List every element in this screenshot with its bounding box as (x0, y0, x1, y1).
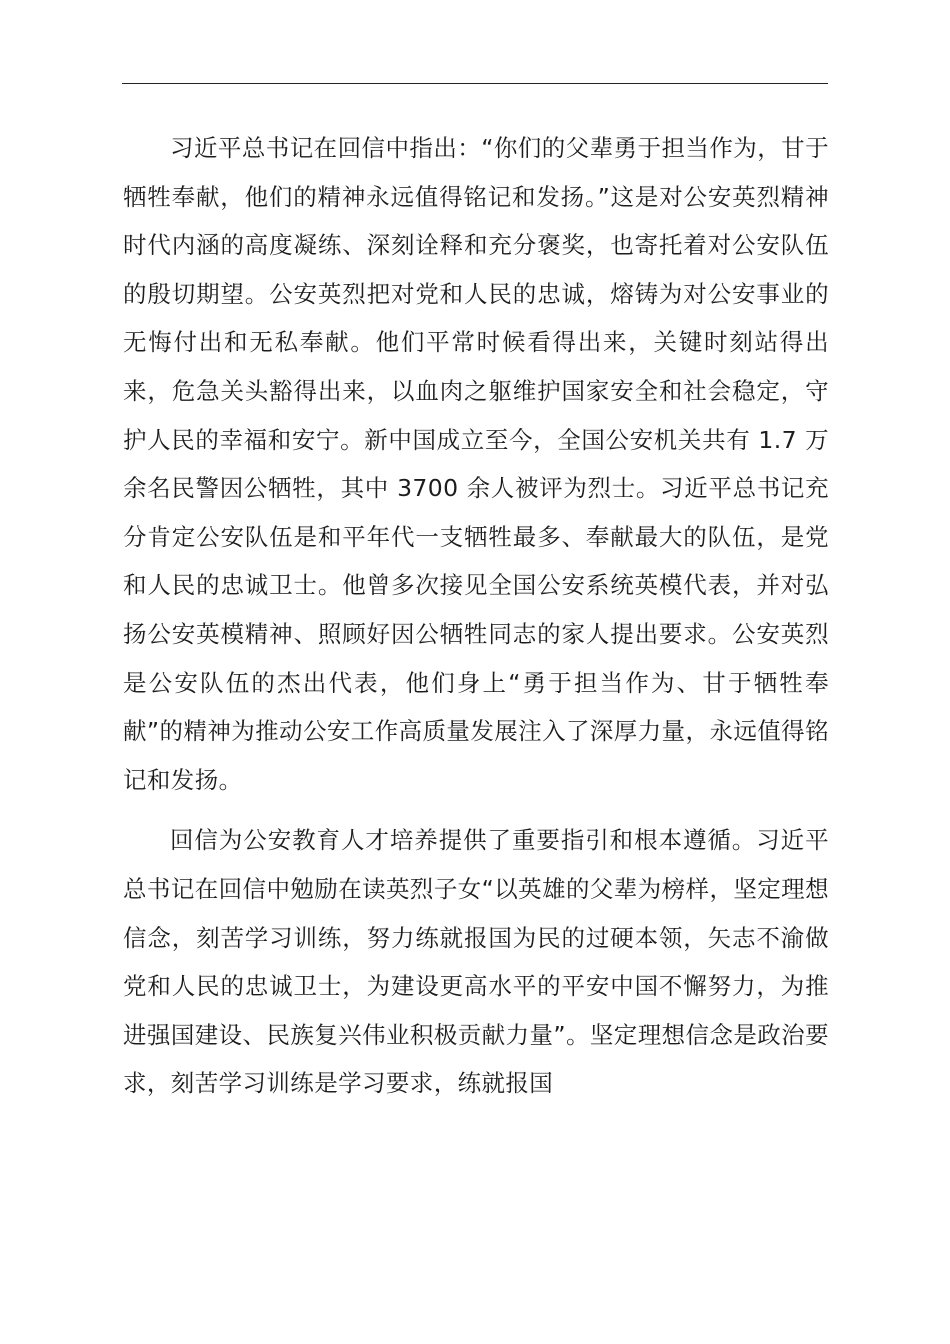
header-rule (122, 83, 828, 84)
paragraph: 习近平总书记在回信中指出：“你们的父辈勇于担当作为，甘于牺牲奉献，他们的精神永远值得铭记和发扬。”这是对公安英烈精神时代内涵的高度凝练、深刻诠释和充分褒奖，也寄托着对公安队伍的殷切期望。公安英烈把对党和人民的忠诚，熔铸为对公安事业的无悔付出和无私奉献。他们平常时候看得出来，关键时刻站得出来，危急关头豁得出来，以血肉之躯维护国家安全和社会稳定，守护人民的幸福和安宁。新中国成立至今，全国公安机关共有 1.7 万余名民警因公牺牲，其中 3700 余人被评为烈士。习近平总书记充分肯定公安队伍是和平年代一支牺牲最多、奉献最大的队伍，是党和人民的忠诚卫士。他曾多次接见全国公安系统英模代表，并对弘扬公安英模精神、照顾好因公牺牲同志的家人提出要求。公安英烈是公安队伍的杰出代表，他们身上“勇于担当作为、甘于牺牲奉献”的精神为推动公安工作高质量发展注入了深厚力量，永远值得铭记和发扬。 (123, 134, 829, 794)
document-body (123, 124, 829, 1120)
paragraph: 回信为公安教育人才培养提供了重要指引和根本遵循。习近平总书记在回信中勉励在读英烈子女“以英雄的父辈为榜样，坚定理想信念，刻苦学习训练，努力练就报国为民的过硬本领，矢志不渝做党和人民的忠诚卫士，为建设更高水平的平安中国不懈努力，为推进强国建设、民族复兴伟业积极贡献力量”。坚定理想信念是政治要求，刻苦学习训练是学习要求，练就报国 (123, 826, 829, 1098)
